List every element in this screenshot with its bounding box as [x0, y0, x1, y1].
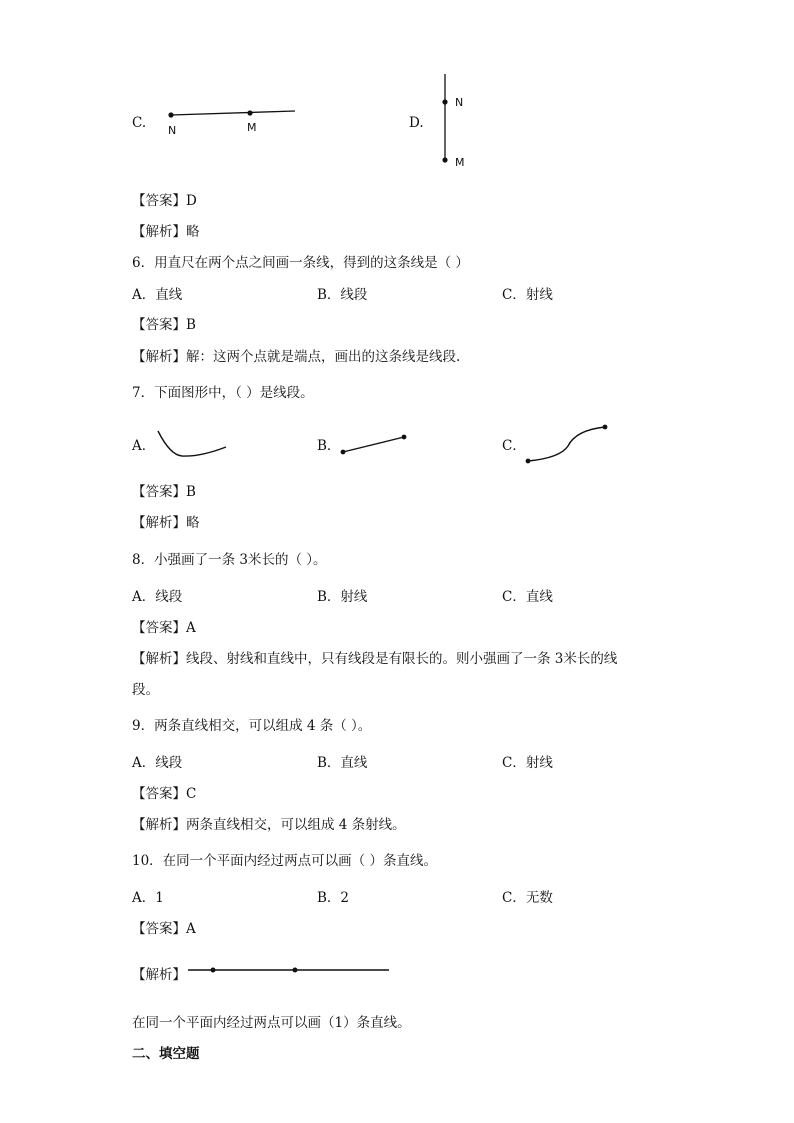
q7-option-c: C．	[502, 438, 526, 454]
q9-question: 9．两条直线相交，可以组成 4 条（ ）。	[132, 718, 372, 734]
q7-option-b: B．	[317, 438, 341, 454]
q6-option-a: A．直线	[132, 287, 183, 303]
q5-analysis: 【解析】略	[132, 224, 200, 240]
q6-analysis: 【解析】解：这两个点就是端点，画出的这条线是线段.	[132, 349, 461, 365]
q10-option-a: A．1	[132, 890, 164, 906]
q5-c-point-n: N	[168, 124, 177, 137]
q9-option-c: C．射线	[502, 755, 553, 771]
q5-d-point-n: N	[455, 96, 464, 109]
q9-option-a: A．线段	[132, 755, 183, 771]
q6-answer: 【答案】B	[132, 317, 196, 333]
q5-d-point-m: M	[455, 156, 465, 169]
q7-option-a-figure	[150, 425, 240, 465]
q8-analysis-line2: 段。	[132, 682, 159, 698]
q10-analysis: 【解析】	[132, 967, 186, 983]
q8-answer: 【答案】A	[132, 620, 196, 636]
q7-option-c-figure	[520, 418, 620, 468]
q7-option-b-figure	[335, 428, 415, 458]
q10-question: 10．在同一个平面内经过两点可以画（ ）条直线。	[132, 853, 437, 869]
q10-answer: 【答案】A	[132, 921, 196, 937]
q10-option-c: C．无数	[502, 890, 553, 906]
q8-option-a: A．线段	[132, 589, 183, 605]
q7-analysis: 【解析】略	[132, 515, 200, 531]
q10-option-b: B．2	[317, 890, 350, 906]
q5-option-c-figure	[160, 100, 305, 140]
q5-option-c-label: C.	[132, 115, 147, 131]
q6-option-c: C．射线	[502, 287, 553, 303]
q5-option-d-label: D.	[409, 115, 424, 131]
q9-analysis: 【解析】两条直线相交，可以组成 4 条射线。	[132, 817, 406, 833]
q9-option-b: B．直线	[317, 755, 368, 771]
q8-option-c: C．直线	[502, 589, 553, 605]
q8-option-b: B．射线	[317, 589, 368, 605]
q5-answer: 【答案】D	[132, 193, 197, 209]
q10-conclusion: 在同一个平面内经过两点可以画（1）条直线。	[132, 1015, 411, 1031]
q6-option-b: B．线段	[317, 287, 368, 303]
q10-analysis-line-figure	[186, 962, 396, 978]
q6-question: 6．用直尺在两个点之间画一条线，得到的这条线是（ ）	[132, 255, 469, 271]
q5-c-point-m: M	[247, 121, 257, 134]
q9-answer: 【答案】C	[132, 786, 197, 802]
q8-question: 8．小强画了一条 3米长的（ ）。	[132, 552, 327, 568]
section-title: 二、填空题	[132, 1046, 200, 1062]
q7-answer: 【答案】B	[132, 484, 196, 500]
q7-option-a: A．	[132, 438, 156, 454]
q8-analysis-line1: 【解析】线段、射线和直线中，只有线段是有限长的。则小强画了一条 3米长的线	[132, 651, 618, 667]
q7-question: 7．下面图形中，（ ）是线段。	[132, 385, 314, 401]
